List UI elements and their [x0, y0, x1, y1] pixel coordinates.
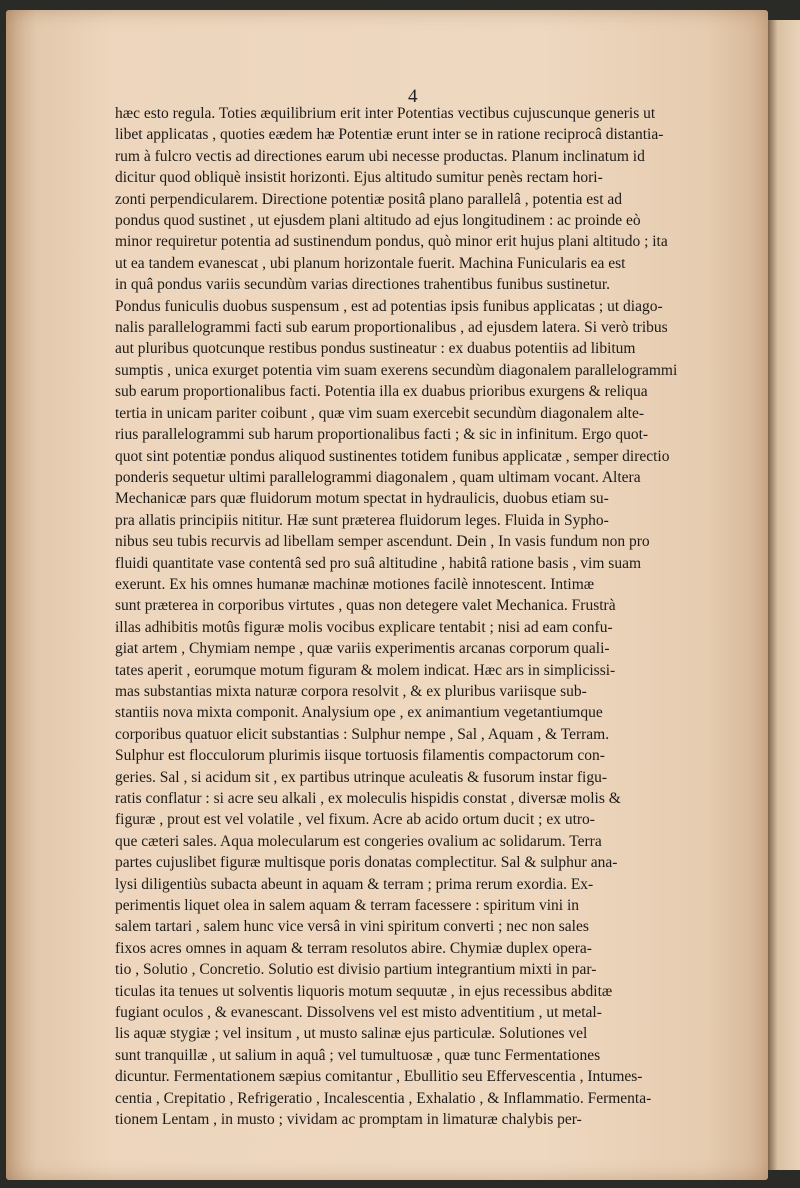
text-line: in quâ pondus variis secundùm varias directiones trahentibus funibus sustinetur.: [115, 276, 611, 294]
text-line: fluidi quantitate vase contentâ sed pro suâ altitudine , habitâ ratione basis , vim suam: [115, 554, 642, 572]
text-line: quot sint potentiæ pondus aliquod sustinentes totidem funibus applicatæ , semper directio: [115, 447, 670, 465]
body-text: [115, 103, 715, 1131]
text-line: rum à fulcro vectis ad directiones earum ubi necesse productas. Planum inclinatum id: [115, 147, 645, 165]
text-line: ut ea tandem evanescat , ubi planum horizontale fuerit. Machina Funicularis ea est: [115, 254, 626, 272]
text-line: sunt præterea in corporibus virtutes , quas non detegere valet Mechanica. Frustrà: [115, 597, 616, 615]
text-line: corporibus quatuor elicit substantias : Sulphur nempe , Sal , Aquam , & Terram.: [115, 725, 610, 743]
text-line: partes cujuslibet figuræ multisque poris donatas complectitur. Sal & sulphur ana-: [115, 854, 618, 872]
text-line: fixos acres omnes in aquam & terram resolutos abire. Chymiæ duplex opera-: [115, 939, 592, 957]
text-line: stantiis nova mixta componit. Analysium ope , ex animantium vegetantiumque: [115, 704, 603, 722]
text-line: fugiant oculos , & evanescant. Dissolvens vel est misto adventitium , ut metal-: [115, 1004, 602, 1022]
text-line: exerunt. Ex his omnes humanæ machinæ motiones facilè innotescent. Intimæ: [115, 575, 595, 593]
text-line: sub earum proportionalibus facti. Potentia illa ex duabus prioribus exurgens & reliqua: [115, 383, 648, 401]
text-line: sunt tranquillæ , ut salium in aquâ ; vel tumultuosæ , quæ tunc Fermentationes: [115, 1046, 601, 1064]
text-line: giat artem , Chymiam nempe , quæ variis experimentis arcanas corporum quali-: [115, 640, 610, 658]
text-line: minor requiretur potentia ad sustinendum pondus, quò minor erit hujus plani altitudo ; ita: [115, 233, 668, 251]
text-line: tertia in unicam pariter coibunt , quæ vim suam exercebit secundùm diagonalem alte-: [115, 404, 644, 422]
text-line: lis aquæ stygiæ ; vel insitum , ut musto salinæ ejus particulæ. Solutiones vel: [115, 1025, 588, 1043]
page-number: 4: [408, 86, 418, 107]
text-line: illas adhibitis motûs figuræ molis vocibus explicare tentabit ; nisi ad eam confu-: [115, 618, 613, 636]
text-line: nalis parallelogrammi facti sub earum proportionalibus , ad ejusdem latera. Si verò tribus: [115, 319, 668, 337]
text-line: rius parallelogrammi sub harum proportionalibus facti ; & sic in infinitum. Ergo quot-: [115, 426, 649, 444]
text-line: Pondus funiculis duobus suspensum , est ad potentias ipsis funibus applicatas ; ut diago-: [115, 297, 663, 315]
text-line: aut pluribus quotcunque restibus pondus sustineatur : ex duabus potentiis ad libitum: [115, 340, 636, 358]
text-line: pondus quod sustinet , ut ejusdem plani altitudo ad ejus longitudinem : ac proinde eò: [115, 212, 641, 230]
text-line: ratis conflatur : si acre seu alkali , ex moleculis hispidis constat , diversæ molis &: [115, 790, 621, 807]
text-line: mas substantias mixta naturæ corpora resolvit , & ex pluribus variisque sub-: [115, 682, 587, 700]
text-line: salem tartari , salem hunc vice versâ in vini spiritum converti ; nec non sales: [115, 918, 589, 936]
text-line: centia , Crepitatio , Refrigeratio , Incalescentia , Exhalatio , & Inflammatio. Fermenta-: [115, 1089, 652, 1107]
text-line: figuræ , prout est vel volatile , vel fixum. Acre ab acido ortum ducit ; ex utro-: [115, 811, 595, 829]
text-line: hæc esto regula. Toties æquilibrium erit inter Potentias vectibus cujuscunque generis ut: [115, 105, 656, 122]
text-line: pra allatis principiis nititur. Hæ sunt præterea fluidorum leges. Fluida in Sypho-: [115, 511, 609, 529]
text-line: Mechanicæ pars quæ fluidorum motum spectat in hydraulicis, duobus etiam su-: [115, 490, 609, 508]
text-line: sumptis , unica exurget potentia vim suam exerens secundùm diagonalem parallelogrammi: [115, 361, 678, 379]
text-line: dicitur quod obliquè insistit horizonti. Ejus altitudo sumitur penès rectam hori-: [115, 169, 603, 187]
adjacent-page-edge: [768, 20, 800, 1170]
text-line: ponderis sequetur ultimi parallelogrammi diagonalem , quam ultimam vocant. Altera: [115, 468, 641, 486]
text-line: nibus seu tubis recurvis ad libellam semper ascendunt. Dein , In vasis fundum non pro: [115, 533, 650, 551]
text-line: tio , Solutio , Concretio. Solutio est divisio partium integrantium mixti in par-: [115, 961, 597, 979]
text-line: Sulphur est flocculorum plurimis iisque tortuosis filamentis compactorum con-: [115, 747, 605, 765]
text-line: tionem Lentam , in musto ; vividam ac promptam in limaturæ chalybis per-: [115, 1111, 582, 1129]
text-line: que cæteri sales. Aqua molecularum est congeries ovalium ac solidarum. Terra: [115, 832, 602, 850]
text-line: perimentis liquet olea in salem aquam & terram facessere : spiritum vini in: [115, 897, 580, 915]
text-line: geries. Sal , si acidum sit , ex partibus utrinque aculeatis & fusorum instar figu-: [115, 768, 608, 786]
text-line: dicuntur. Fermentationem sæpius comitantur , Ebullitio seu Effervescentia , Intumes-: [115, 1068, 643, 1086]
text-line: libet applicatas , quoties eædem hæ Potentiæ erunt inter se in ratione reciprocâ distantia-: [115, 126, 664, 144]
text-line: lysi diligentiùs subacta abeunt in aquam & terram ; prima rerum exordia. Ex-: [115, 875, 594, 893]
text-line: tates aperit , eorumque motum figuram & molem indicat. Hæc ars in simplicissi-: [115, 661, 616, 679]
text-line: zonti perpendicularem. Directione potentiæ positâ plano parallelâ , potentia est ad: [115, 190, 623, 208]
text-line: ticulas ita tenues ut solventis liquoris motum sequutæ , in ejus recessibus abditæ: [115, 982, 613, 1000]
